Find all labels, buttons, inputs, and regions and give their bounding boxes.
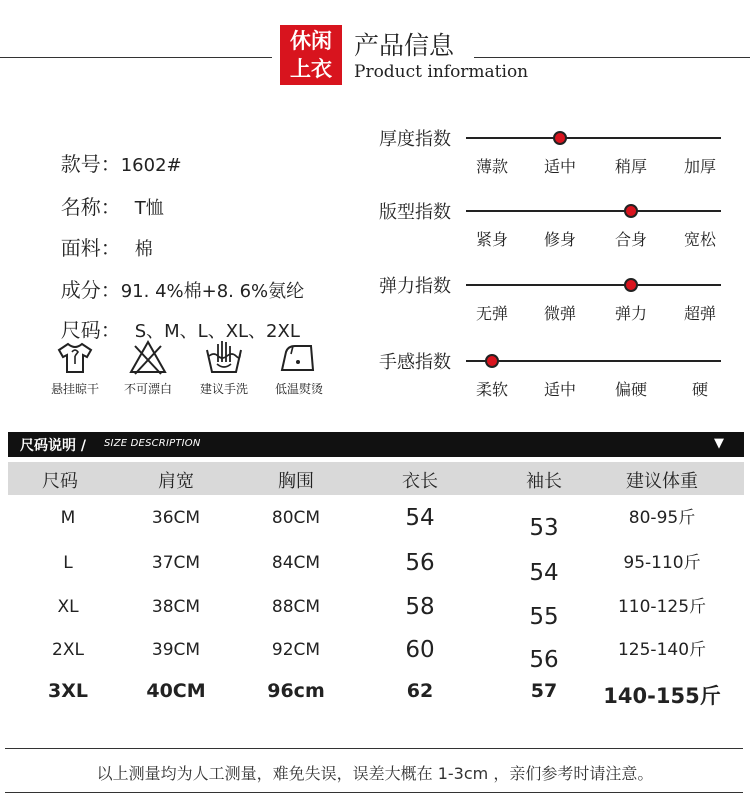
table-cell: 110-125斤	[617, 597, 707, 617]
index-level-label: 适中	[543, 380, 577, 399]
footer-line-bottom	[5, 792, 743, 793]
table-cell: 54	[529, 560, 559, 586]
table-cell: 60	[405, 637, 435, 663]
low-iron-icon	[279, 338, 319, 376]
table-header-cell: 肩宽	[158, 471, 194, 492]
care-hang-dry	[35, 338, 115, 397]
table-header-cell: 尺码	[42, 471, 78, 492]
header-line-left	[0, 57, 272, 58]
index-level-label: 稍厚	[614, 157, 648, 176]
table-cell: 2XL	[52, 640, 84, 660]
care-hand-wash	[184, 338, 264, 397]
index-name: 弹力指数	[379, 276, 451, 297]
index-marker	[553, 131, 567, 145]
table-cell: 37CM	[151, 553, 201, 573]
header-line-right	[474, 57, 750, 58]
table-cell: L	[63, 553, 73, 573]
sizes-field	[48, 290, 300, 343]
care-no-bleach	[108, 338, 188, 397]
table-cell: 55	[529, 604, 559, 630]
table-cell: 62	[406, 680, 434, 702]
care-label: 建议手洗	[199, 382, 248, 396]
index-name: 手感指数	[379, 352, 451, 373]
table-cell: 39CM	[151, 640, 201, 660]
table-cell: 84CM	[271, 553, 321, 573]
hanging-shirt-icon	[55, 338, 95, 376]
table-cell: M	[60, 508, 76, 528]
table-cell: 125-140斤	[617, 640, 707, 660]
index-marker	[624, 278, 638, 292]
index-scale-line	[466, 284, 721, 286]
care-label: 低温熨烫	[274, 382, 323, 396]
triangle-down-icon: ▼	[714, 436, 724, 451]
index-level-label: 超弹	[683, 304, 717, 323]
table-cell: 57	[530, 680, 558, 702]
size-description-subtitle: SIZE DESCRIPTION	[104, 438, 201, 449]
index-scale-line	[466, 210, 721, 212]
size-description-title: 尺码说明 /	[20, 438, 86, 454]
table-header-cell: 建议体重	[626, 471, 698, 492]
index-level-label: 弹力	[614, 304, 648, 323]
care-low-iron	[259, 338, 339, 397]
index-level-label: 硬	[691, 380, 709, 399]
index-level-label: 加厚	[683, 157, 717, 176]
hand-wash-icon	[204, 338, 244, 376]
product-name-label: 名称：	[60, 195, 121, 219]
sizes-value: S、M、L、XL、2XL	[134, 321, 300, 342]
index-level-label: 紧身	[475, 230, 509, 249]
fabric-label: 面料：	[60, 236, 121, 260]
table-cell: 56	[405, 550, 435, 576]
table-cell: 53	[529, 515, 559, 541]
badge-line2: 上衣	[290, 57, 332, 81]
table-cell: 40CM	[146, 680, 206, 702]
table-cell: 140-155斤	[603, 684, 721, 708]
table-header-cell: 衣长	[402, 471, 438, 492]
fabric-value: 棉	[134, 239, 153, 260]
index-name: 版型指数	[379, 202, 451, 223]
table-header-cell: 袖长	[526, 471, 562, 492]
index-name: 厚度指数	[379, 129, 451, 150]
table-cell: 38CM	[151, 597, 201, 617]
composition-value: 91. 4%棉+8. 6%氨纶	[120, 281, 305, 302]
table-cell: 88CM	[271, 597, 321, 617]
style-number-value: 1602#	[120, 155, 182, 176]
composition-label: 成分：	[60, 278, 121, 302]
index-level-label: 修身	[543, 230, 577, 249]
page-title: 产品信息	[354, 31, 455, 60]
table-cell: 58	[405, 594, 435, 620]
table-cell: 36CM	[151, 508, 201, 528]
index-level-label: 宽松	[683, 230, 717, 249]
index-scale-line	[466, 137, 721, 139]
style-number-label: 款号：	[60, 152, 121, 176]
table-cell: 80-95斤	[628, 508, 696, 528]
index-marker	[485, 354, 499, 368]
footer-line-top	[5, 748, 743, 749]
badge-line1: 休闲	[290, 29, 332, 53]
size-description-bar	[8, 432, 744, 457]
page-subtitle: Product information	[354, 62, 529, 82]
index-level-label: 微弹	[543, 304, 577, 323]
index-level-label: 偏硬	[614, 380, 648, 399]
index-scale-line	[466, 360, 721, 362]
index-level-label: 柔软	[475, 380, 509, 399]
sizes-label: 尺码：	[60, 318, 121, 342]
table-header-cell: 胸围	[278, 471, 314, 492]
index-level-label: 适中	[543, 157, 577, 176]
table-cell: 80CM	[271, 508, 321, 528]
table-cell: 54	[405, 505, 435, 531]
index-level-label: 无弹	[475, 304, 509, 323]
index-level-label: 薄款	[475, 157, 509, 176]
care-label: 不可漂白	[123, 382, 172, 396]
table-cell: 95-110斤	[623, 553, 701, 573]
product-name-value: T恤	[134, 198, 164, 219]
index-marker	[624, 204, 638, 218]
table-cell: 96cm	[267, 680, 325, 702]
care-label: 悬挂晾干	[50, 382, 99, 396]
table-cell: 3XL	[48, 680, 88, 702]
category-badge	[280, 25, 342, 85]
table-cell: 92CM	[271, 640, 321, 660]
measurement-note: 以上测量均为人工测量，难免失误，误差大概在 1-3cm ，亲们参考时请注意。	[96, 764, 654, 783]
table-cell: XL	[57, 597, 79, 617]
table-cell: 56	[529, 647, 559, 673]
index-level-label: 合身	[614, 230, 648, 249]
no-bleach-icon	[128, 338, 168, 376]
